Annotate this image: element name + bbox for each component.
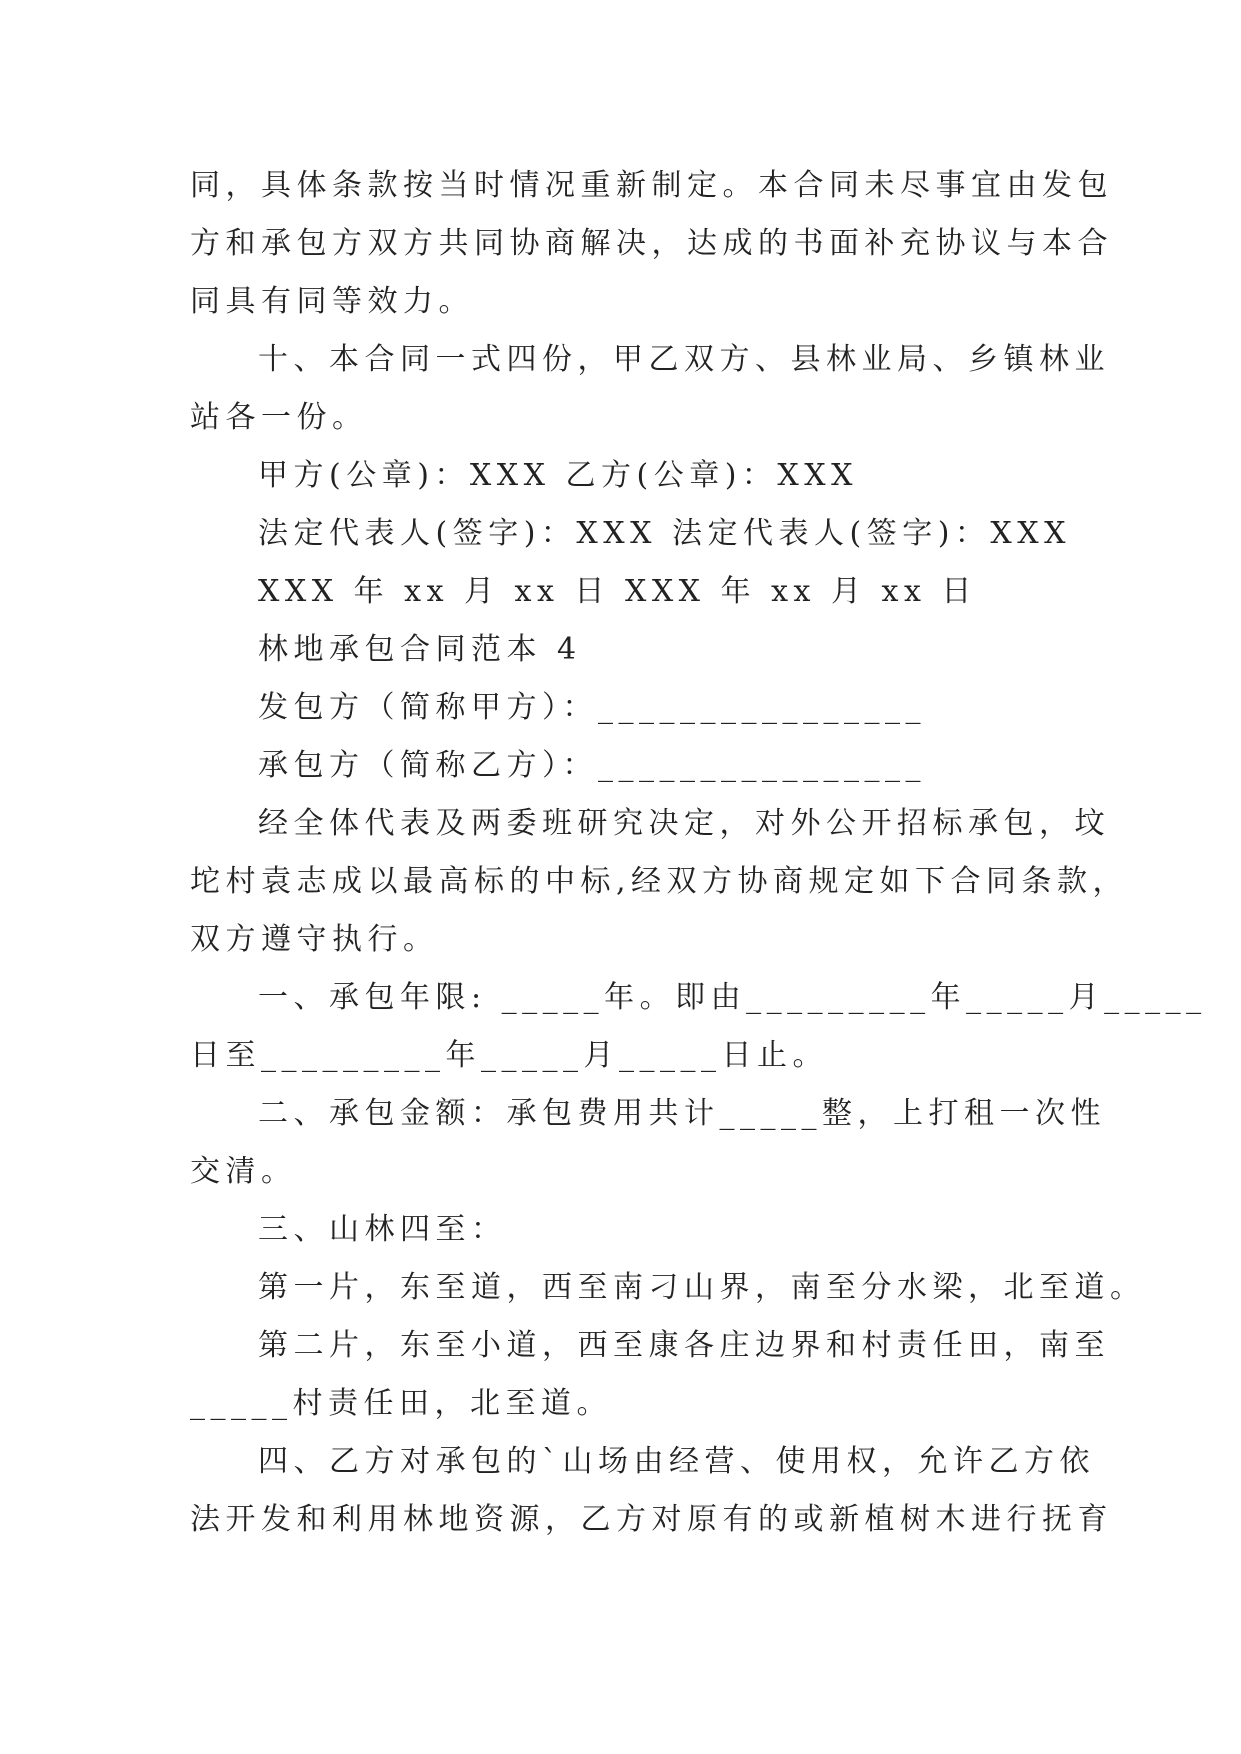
clause-term-line: 日至_________年_____月_____日止。: [190, 1038, 828, 1073]
paragraph-line: 同具有同等效力。: [190, 284, 474, 319]
legal-representative-line: 法定代表人(签字)：XXX 法定代表人(签字)：XXX: [258, 516, 1071, 551]
paragraph-line: 同，具体条款按当时情况重新制定。本合同未尽事宜由发包: [190, 168, 1113, 203]
paragraph-line: 站各一份。: [190, 400, 368, 435]
paragraph-line: 四、乙方对承包的`山场由经营、使用权，允许乙方依: [258, 1444, 1095, 1479]
contract-party-a-line: 发包方（简称甲方）：________________: [258, 690, 926, 725]
date-line: XXX 年 xx 月 xx 日 XXX 年 xx 月 xx 日: [258, 574, 977, 609]
boundary-line: _____村责任田，北至道。: [190, 1386, 612, 1421]
clause-amount-line: 交清。: [190, 1154, 297, 1189]
paragraph-line: 经全体代表及两委班研究决定，对外公开招标承包，坟: [258, 806, 1110, 841]
contract-party-b-line: 承包方（简称乙方）：________________: [258, 748, 926, 783]
paragraph-line: 法开发和利用林地资源，乙方对原有的或新植树木进行抚育: [190, 1502, 1113, 1537]
party-a-seal-line: 甲方(公章)：XXX 乙方(公章)：XXX: [258, 458, 858, 493]
clause-amount-line: 二、承包金额：承包费用共计_____整，上打租一次性: [258, 1096, 1106, 1131]
clause-term-line: 一、承包年限: _____年。即由_________年_____月_____: [258, 980, 1207, 1015]
boundary-line: 第一片，东至道，西至南刁山界，南至分水梁，北至道。: [258, 1270, 1146, 1305]
paragraph-line: 方和承包方双方共同协商解决，达成的书面补充协议与本合: [190, 226, 1113, 261]
paragraph-line: 坨村袁志成以最高标的中标,经双方协商规定如下合同条款，: [190, 864, 1129, 899]
section-title: 林地承包合同范本 4: [258, 632, 582, 667]
paragraph-line: 双方遵守执行。: [190, 922, 439, 957]
paragraph-line: 十、本合同一式四份，甲乙双方、县林业局、乡镇林业: [258, 342, 1110, 377]
boundary-line: 第二片，东至小道，西至康各庄边界和村责任田，南至: [258, 1328, 1110, 1363]
clause-boundary-heading: 三、山林四至：: [258, 1212, 507, 1247]
